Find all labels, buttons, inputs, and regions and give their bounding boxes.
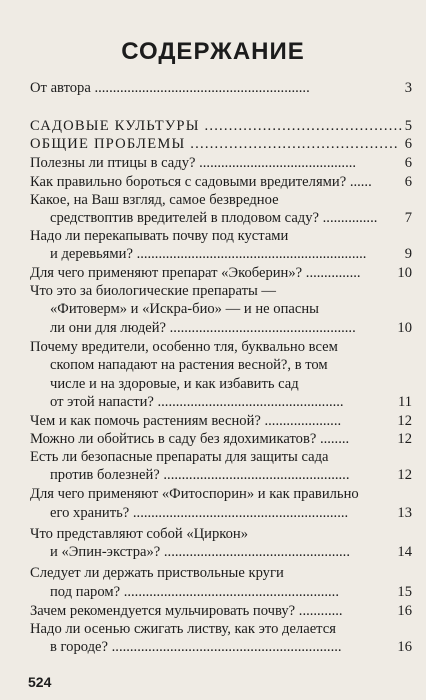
toc-page-number: 10 bbox=[397, 320, 412, 336]
toc-entry-line: ли они для людей? ................................................... bbox=[50, 320, 356, 336]
toc-entry-line: Чем и как помочь растениям весной? ..................... bbox=[30, 413, 342, 429]
toc-page-number: 6 bbox=[404, 174, 412, 190]
toc-section-heading: САДОВЫЕ КУЛЬТУРЫ ......................................... bbox=[30, 118, 404, 134]
toc-page-number: 9 bbox=[404, 246, 412, 262]
toc-entry-line: против болезней? ................................................... bbox=[50, 467, 350, 483]
toc-entry-line: Есть ли безопасные препараты для защиты сада bbox=[30, 449, 329, 465]
toc-page-number: 7 bbox=[404, 210, 412, 226]
toc-entry-line: числе и на здоровые, и как избавить сад bbox=[50, 376, 299, 392]
toc-entry-line: «Фитоверм» и «Искра-био» — и не опасны bbox=[50, 301, 319, 317]
toc-entry-line: Можно ли обойтись в саду без ядохимикатов? ........ bbox=[30, 431, 350, 447]
toc-entry-line: Какое, на Ваш взгляд, самое безвредное bbox=[30, 192, 279, 208]
toc-entry-line: под паром? ........................................................... bbox=[50, 584, 339, 600]
toc-entry-line: Почему вредители, особенно тля, буквально всем bbox=[30, 339, 338, 355]
toc-entry-line: Как правильно бороться с садовыми вредителями? ...... bbox=[30, 174, 372, 190]
toc-entry-line: Для чего применяют «Фитоспорин» и как правильно bbox=[30, 486, 359, 502]
toc-entry-line: Надо ли перекапывать почву под кустами bbox=[30, 228, 289, 244]
toc-page-number: 13 bbox=[397, 505, 412, 521]
toc-page-number: 11 bbox=[397, 394, 412, 410]
toc-page-number: 6 bbox=[404, 155, 412, 171]
toc-page-number: 15 bbox=[397, 584, 412, 600]
toc-page-number: 16 bbox=[397, 639, 412, 655]
toc-page-number: 12 bbox=[397, 431, 412, 447]
toc-page-number: 5 bbox=[404, 118, 412, 134]
toc-entry-line: в городе? ............................................................... bbox=[50, 639, 342, 655]
toc-entry-line: Для чего применяют препарат «Экоберин»? ............... bbox=[30, 265, 361, 281]
toc-entry-line: от этой напасти? ................................................... bbox=[50, 394, 344, 410]
folio-page-number: 524 bbox=[28, 674, 52, 690]
toc-entry-line: его хранить? ........................................................... bbox=[50, 505, 349, 521]
toc-entry-line: Следует ли держать приствольные круги bbox=[30, 565, 284, 581]
toc-entry-line: и деревьями? ............................................................... bbox=[50, 246, 367, 262]
toc-page-number: 12 bbox=[397, 467, 412, 483]
toc-entry-line: От автора ........................................................... bbox=[30, 80, 310, 96]
toc-entry-line: Что это за биологические препараты — bbox=[30, 283, 276, 299]
toc-entry-line: Что представляют собой «Циркон» bbox=[30, 526, 249, 542]
toc-section-heading: ОБЩИЕ ПРОБЛЕМЫ ........................................... bbox=[30, 136, 399, 152]
toc-page-number: 6 bbox=[404, 136, 412, 152]
toc-entry-line: Надо ли осенью сжигать листву, как это делается bbox=[30, 621, 336, 637]
toc-page-number: 14 bbox=[397, 544, 412, 560]
page-title: СОДЕРЖАНИЕ bbox=[121, 38, 305, 65]
toc-page-number: 10 bbox=[397, 265, 412, 281]
toc-page-number: 12 bbox=[397, 413, 412, 429]
toc-page-number: 3 bbox=[404, 80, 412, 96]
toc-entry-line: средствоптив вредителей в плодовом саду? ............... bbox=[50, 210, 378, 226]
toc-entry-line: и «Эпин-экстра»? ................................................... bbox=[50, 544, 350, 560]
toc-entry-line: Зачем рекомендуется мульчировать почву? ............ bbox=[30, 603, 343, 619]
toc-entry-line: Полезны ли птицы в саду? ........................................... bbox=[30, 155, 357, 171]
toc-page-number: 16 bbox=[397, 603, 412, 619]
toc-entry-line: скопом нападают на растения весной?, в том bbox=[50, 357, 328, 373]
